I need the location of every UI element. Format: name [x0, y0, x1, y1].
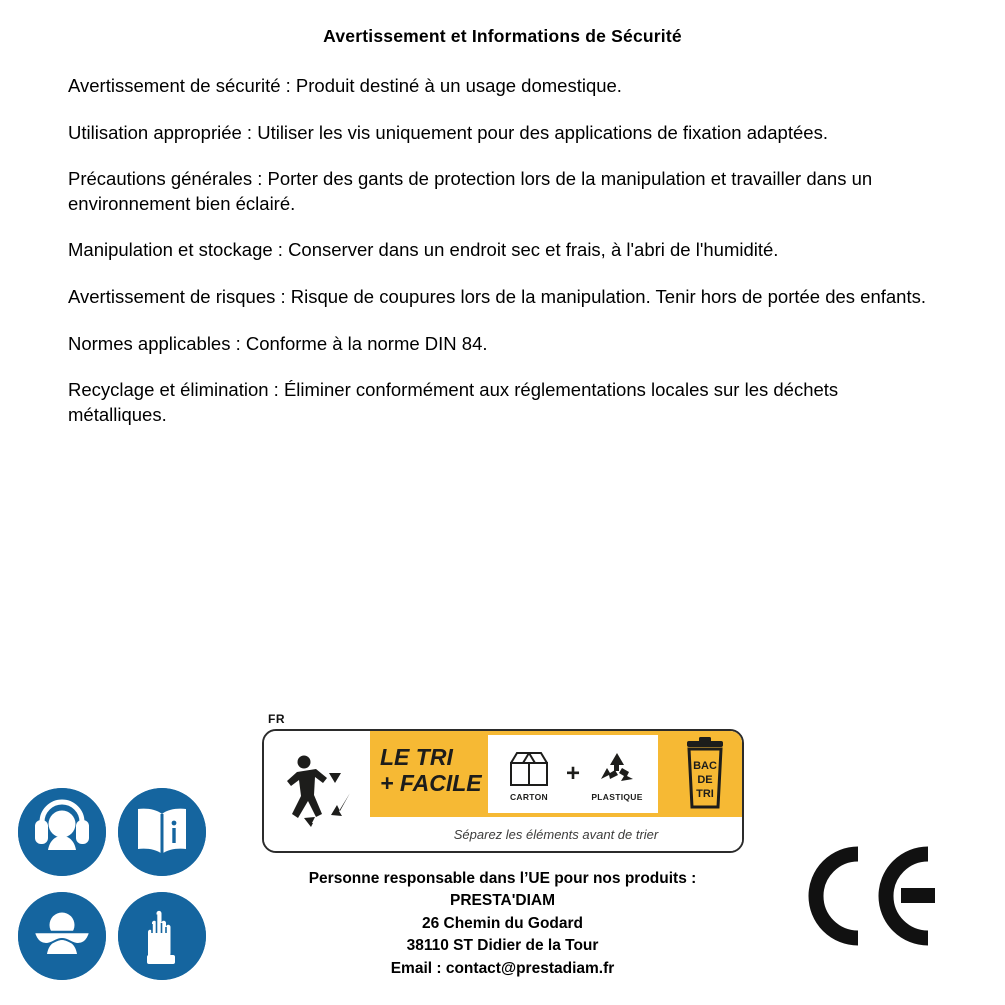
responsible-person-line-4: 38110 ST Didier de la Tour	[406, 937, 599, 955]
safety-information-body	[68, 74, 936, 449]
material-plastique	[586, 747, 648, 802]
triman-footer-text: Séparez les éléments avant de trier	[370, 817, 742, 851]
responsible-person-line-5: Email : contact@prestadiam.fr	[390, 959, 615, 977]
bin-icon	[670, 735, 740, 813]
paragraph: Précautions générales : Porter des gants de protection lors de la manipulation et travailler dans un environnement bien éclairé.	[68, 168, 873, 214]
svg-text:TRI: TRI	[696, 788, 714, 800]
material-carton	[498, 747, 560, 802]
materials-box	[488, 735, 658, 813]
language-tag: FR	[268, 712, 285, 726]
paragraph: Normes applicables : Conforme à la norme DIN 84.	[68, 332, 488, 354]
recycling-info-block	[262, 712, 746, 852]
paragraph: Avertissement de sécurité : Produit destiné à un usage domestique.	[68, 75, 622, 96]
ce-marking-icon	[800, 842, 950, 950]
triman-card	[262, 729, 744, 853]
paragraph: Avertissement de risques : Risque de coupures lors de la manipulation. Tenir hors de portée des enfants.	[68, 285, 927, 307]
read-instructions-icon	[118, 788, 206, 876]
triman-slogan	[380, 745, 485, 797]
page-title: Avertissement et Informations de Sécurité	[323, 26, 682, 46]
responsible-person-line-2: PRESTA'DIAM	[449, 892, 555, 910]
ear-protection-icon	[18, 788, 106, 876]
responsible-person-line-1: Personne responsable dans l’UE pour nos produits :	[308, 870, 697, 887]
materials-separator: +	[565, 760, 580, 787]
responsible-person-line-3: 26 Chemin du Godard	[421, 914, 584, 932]
material-label: PLASTIQUE	[591, 791, 643, 802]
svg-text:BAC: BAC	[693, 760, 717, 772]
material-label: CARTON	[509, 791, 548, 802]
recycling-loop-icon	[589, 747, 645, 789]
triman-symbol	[264, 731, 370, 851]
paragraph: Utilisation appropriée : Utiliser les vis uniquement pour des applications de fixation adaptées.	[68, 121, 828, 143]
paragraph: Recyclage et élimination : Éliminer conformément aux réglementations locales sur les déchets métalliques.	[68, 379, 839, 425]
slogan-line-1: LE TRI	[380, 744, 453, 770]
paragraph: Manipulation et stockage : Conserver dans un endroit sec et frais, à l'abri de l'humidité.	[68, 239, 779, 261]
slogan-line-2: + FACILE	[380, 769, 482, 796]
svg-text:DE: DE	[697, 774, 713, 786]
cardboard-box-icon	[501, 747, 557, 789]
triman-yellow-panel	[370, 731, 742, 851]
